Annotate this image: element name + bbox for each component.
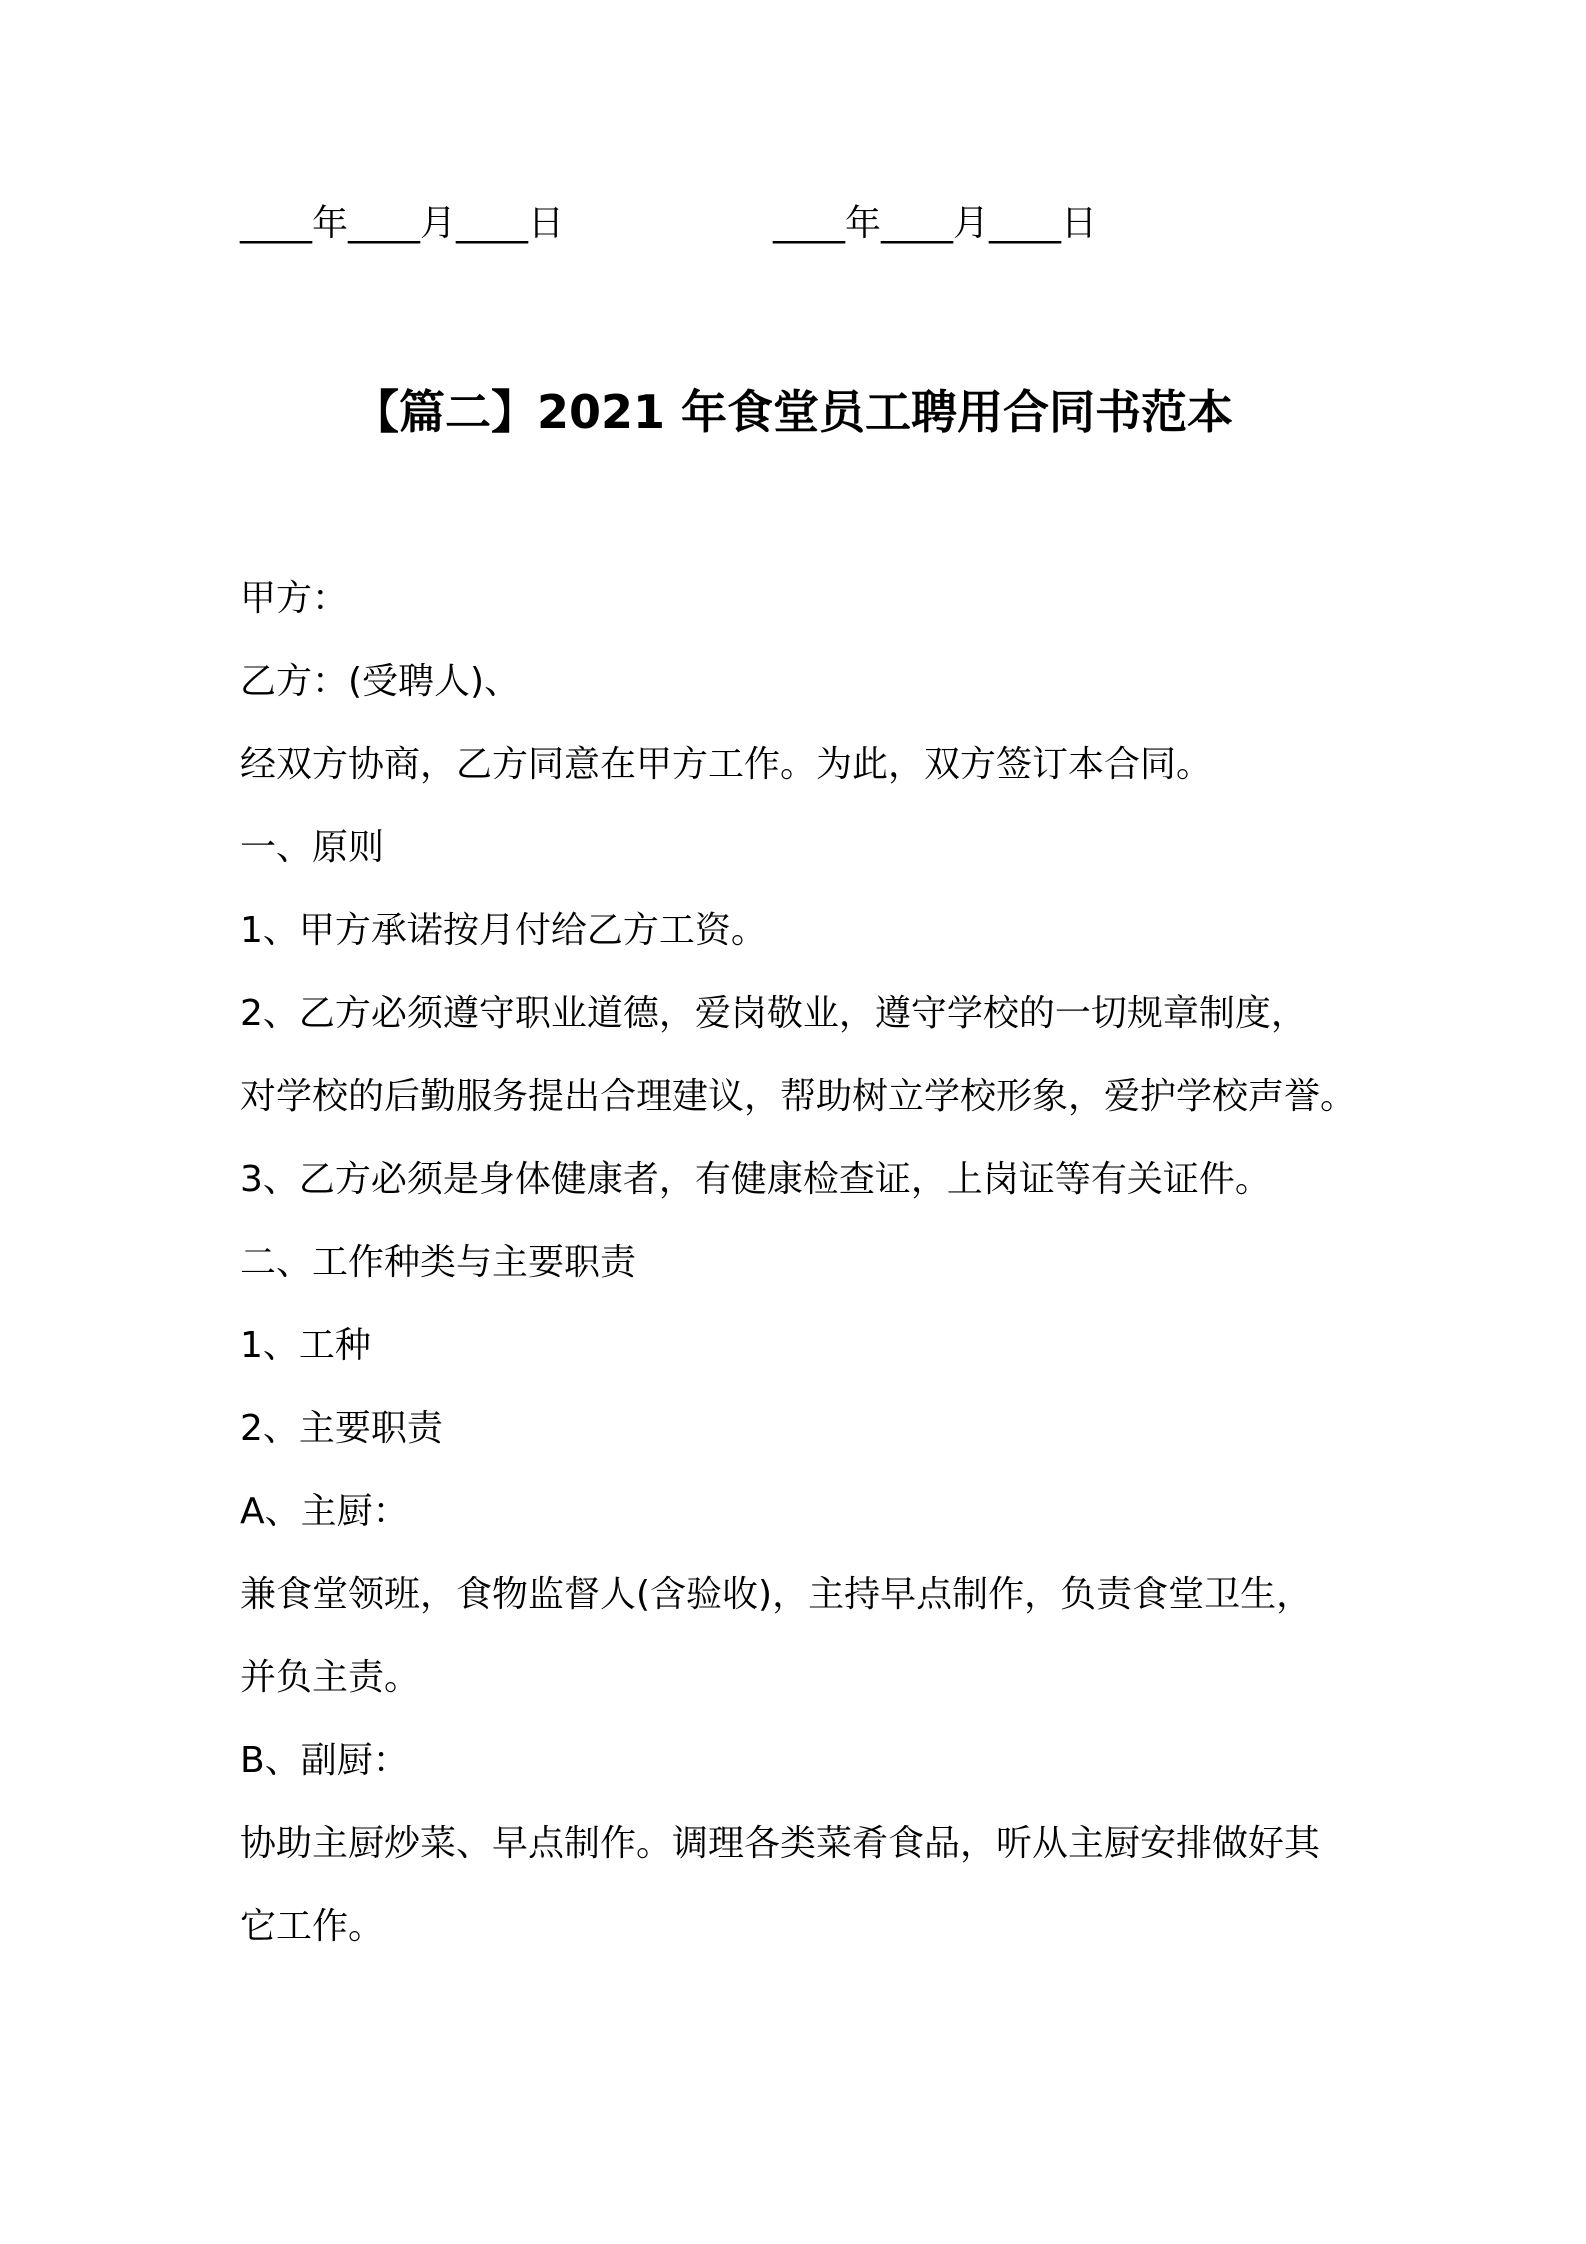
- signature-date-right: ____年____月____日: [773, 203, 1098, 244]
- document-title: 【篇二】2021 年食堂员工聘用合同书范本: [352, 385, 1234, 439]
- section-heading-duties: 二、工作种类与主要职责: [240, 1242, 637, 1283]
- section-heading-principles: 一、原则: [240, 827, 385, 868]
- duty-item-main-responsibilities: 2、主要职责: [240, 1408, 443, 1449]
- party-a-line: 甲方：: [240, 578, 349, 619]
- role-head-chef-description: 兼食堂领班，食物监督人(含验收)，主持早点制作，负责食堂卫生，: [240, 1574, 1313, 1615]
- principle-item-1: 1、甲方承诺按月付给乙方工资。: [240, 910, 767, 951]
- principle-item-3: 3、乙方必须是身体健康者，有健康检查证，上岗证等有关证件。: [240, 1159, 1271, 1200]
- role-head-chef-label: A、主厨：: [240, 1491, 409, 1532]
- role-head-chef-description-continued: 并负主责。: [240, 1657, 421, 1698]
- agreement-paragraph: 经双方协商，乙方同意在甲方工作。为此，双方签订本合同。: [240, 744, 1213, 785]
- party-b-line: 乙方：(受聘人)、: [240, 661, 521, 702]
- principle-item-2-continued: 对学校的后勤服务提出合理建议，帮助树立学校形象，爱护学校声誉。: [240, 1076, 1357, 1117]
- principle-item-2: 2、乙方必须遵守职业道德，爱岗敬业，遵守学校的一切规章制度，: [240, 993, 1307, 1034]
- signature-date-left: ____年____月____日: [240, 203, 565, 244]
- contract-body: [240, 574, 1360, 1985]
- role-sous-chef-description-continued: 它工作。: [240, 1906, 385, 1947]
- duty-item-job-type: 1、工种: [240, 1325, 371, 1366]
- role-sous-chef-label: B、副厨：: [240, 1740, 409, 1781]
- role-sous-chef-description: 协助主厨炒菜、早点制作。调理各类菜肴食品，听从主厨安排做好其: [240, 1823, 1321, 1864]
